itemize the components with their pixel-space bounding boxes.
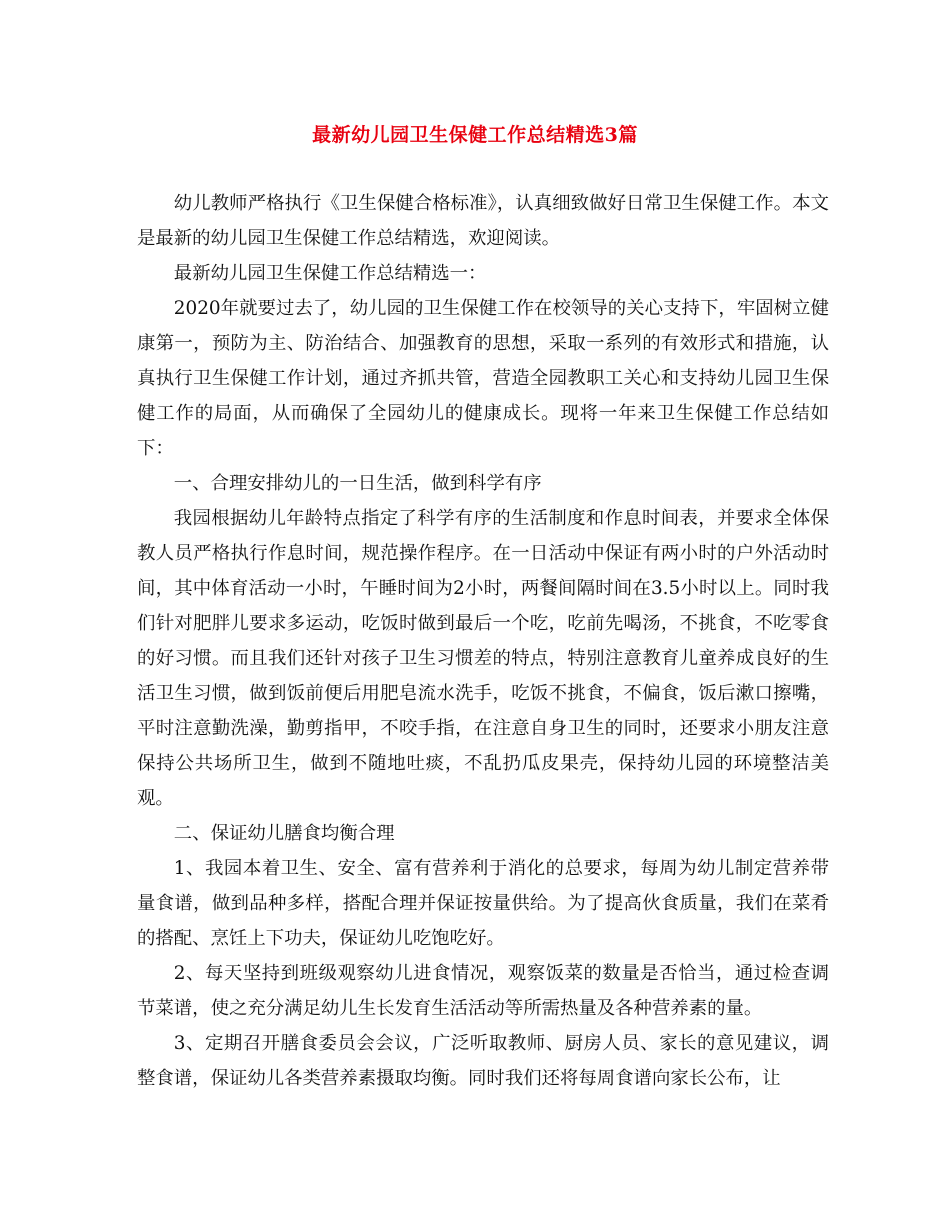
document-title: 最新幼儿园卫生保健工作总结精选3篇: [312, 124, 638, 146]
paragraph-section-heading: 最新幼儿园卫生保健工作总结精选一：: [173, 263, 487, 284]
document-body: [137, 186, 829, 1096]
paragraph-item-2: 2、每天坚持到班级观察幼儿进食情况，观察饭菜的数量是否恰当，通过检查调节菜谱，使之充分满足幼儿生长发育生活活动等所需热量及各种营养素的量。: [137, 963, 829, 1019]
paragraph-heading-2: 二、保证幼儿膳食均衡合理: [173, 823, 395, 844]
paragraph-item-3: 3、定期召开膳食委员会会议，广泛听取教师、厨房人员、家长的意见建议，调整食谱，保证幼儿各类营养素摄取均衡。同时我们还将每周食谱向家长公布，让: [137, 1033, 829, 1089]
paragraph-daily-life: 我园根据幼儿年龄特点指定了科学有序的生活制度和作息时间表，并要求全体保教人员严格执行作息时间，规范操作程序。在一日活动中保证有两小时的户外活动时间，其中体育活动一小时，午睡时间为2小时，两餐间隔时间在3.5小时以上。同时我们针对肥胖儿要求多运动，吃饭时做到最后一个吃，吃前先喝汤，不挑食，不吃零食的好习惯。而且我们还针对孩子卫生习惯差的特点，特别注意教育儿童养成良好的生活卫生习惯，做到饭前便后用肥皂流水洗手，吃饭不挑食，不偏食，饭后漱口擦嘴，平时注意勤洗澡，勤剪指甲，不咬手指，在注意自身卫生的同时，还要求小朋友注意保持公共场所卫生，做到不随地吐痰，不乱扔瓜皮果壳，保持幼儿园的环境整洁美观。: [137, 508, 829, 809]
paragraph-overview: 2020年就要过去了，幼儿园的卫生保健工作在校领导的关心支持下，牢固树立健康第一，预防为主、防治结合、加强教育的思想，采取一系列的有效形式和措施，认真执行卫生保健工作计划，通过齐抓共管，营造全园教职工关心和支持幼儿园卫生保健工作的局面，从而确保了全园幼儿的健康成长。现将一年来卫生保健工作总结如下：: [137, 298, 829, 459]
paragraph-intro: 幼儿教师严格执行《卫生保健合格标准》，认真细致做好日常卫生保健工作。本文是最新的幼儿园卫生保健工作总结精选，欢迎阅读。: [137, 193, 829, 249]
paragraph-heading-1: 一、合理安排幼儿的一日生活，做到科学有序: [173, 473, 542, 494]
paragraph-item-1: 1、我园本着卫生、安全、富有营养利于消化的总要求，每周为幼儿制定营养带量食谱，做到品种多样，搭配合理并保证按量供给。为了提高伙食质量，我们在菜肴的搭配、烹饪上下功夫，保证幼儿吃饱吃好。: [137, 858, 829, 949]
